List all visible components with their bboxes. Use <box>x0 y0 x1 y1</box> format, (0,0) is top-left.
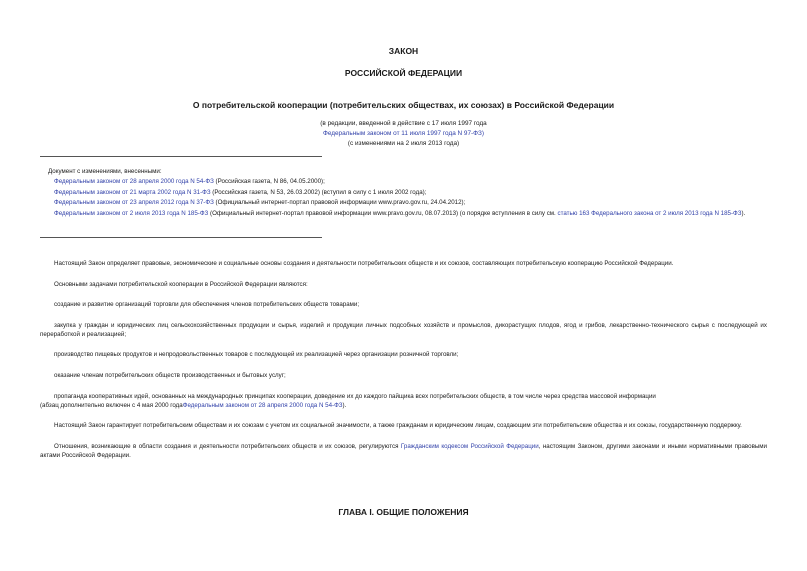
edition-law-link[interactable]: Федеральным законом от 11 июля 1997 года N 97-ФЗ) <box>322 130 484 137</box>
amendment-link[interactable]: Федеральным законом от 28 апреля 2000 года N 54-ФЗ <box>182 401 343 409</box>
changes-list <box>40 167 770 219</box>
changes-heading: Документ с изменениями, внесенными: <box>48 168 162 175</box>
divider-bottom <box>40 237 322 238</box>
paragraph: Настоящий Закон определяет правовые, экономические и социальные основы создания и деятельности потребительских обществ и их союзов, составляющих потребительскую кооперацию Российской Федерации. <box>54 260 674 267</box>
change-link[interactable]: Федеральным законом от 23 апреля 2012 года N 37-ФЗ <box>54 199 214 207</box>
change-item: Федеральным законом от 21 марта 2002 года N 31-ФЗ (Российская газета, N 53, 26.03.2002) (вступил в силу с 1 июля 2002 года); <box>54 188 427 196</box>
paragraph: Основными задачами потребительской кооперации в Российской Федерации являются: <box>54 280 308 288</box>
paragraph: производство пищевых продуктов и непродовольственных товаров с последующей их реализацией через организации розничной торговли; <box>54 351 459 359</box>
divider-top <box>40 156 322 157</box>
change-item: Федеральным законом от 2 июля 2013 года N 185-ФЗ (Официальный интернет-портал правовой информации www.pravo.gov.ru, 08.07.2013) (о порядке вступления в силу см. статью 163 Федерального закона от 2 июля 2013 года N 185-ФЗ). <box>54 209 746 217</box>
change-link[interactable]: Федеральным законом от 21 марта 2002 года N 31-ФЗ <box>54 188 211 196</box>
article-163-link[interactable]: статью 163 Федерального закона от 2 июля 2013 года N 185-ФЗ <box>557 209 742 217</box>
paragraph: оказание членам потребительских обществ производственных и бытовых услуг; <box>54 371 286 379</box>
change-item: Федеральным законом от 28 апреля 2000 года N 54-ФЗ (Российская газета, N 86, 04.05.2000); <box>54 178 325 186</box>
edition-line-3: (с изменениями на 2 июля 2013 года) <box>347 140 460 147</box>
change-item: Федеральным законом от 23 апреля 2012 года N 37-ФЗ (Официальный интернет-портал правовой информации www.pravo.gov.ru, 24.04.2012); <box>54 199 466 207</box>
law-body <box>40 259 767 471</box>
paragraph: закупка у граждан и юридических лиц сельскохозяйственных продукции и сырья, изделий и продукции личных подсобных хозяйств и промыслов, дикорастущих плодов, ягод и грибов, лекарственно-технического сырья с последующей их переработкой и реализацией; <box>40 321 767 338</box>
change-link[interactable]: Федеральным законом от 2 июля 2013 года N 185-ФЗ <box>54 209 209 217</box>
chapter-heading: ГЛАВА I. ОБЩИЕ ПОЛОЖЕНИЯ <box>338 507 469 517</box>
paragraph: пропаганда кооперативных идей, основанных на международных принципах кооперации, доведение их до каждого пайщика всех потребительских обществ, в том числе через средства массовой информации (абзац дополнительно включен с 4 мая 2000 годаФедеральным законом от 28 апреля 2000 года N 54-ФЗ). <box>40 392 656 409</box>
paragraph: Настоящий Закон гарантирует потребительским обществам и их союзам с учетом их социальной значимости, а также гражданам и юридическим лицам, создающим эти потребительские общества и их союзы, государственную поддержку. <box>54 422 742 430</box>
law-heading: ЗАКОН <box>388 46 419 56</box>
civil-code-link[interactable]: Гражданским кодексом Российской Федерации <box>400 442 539 450</box>
country-heading: РОССИЙСКОЙ ФЕДЕРАЦИИ <box>344 68 463 78</box>
paragraph: Отношения, возникающие в области создания и деятельности потребительских обществ и их союзов, регулируются Гражданским кодексом Российской Федерации, настоящим Законом, другими законами и иными нормативными правовыми актами Российской Федерации. <box>40 442 768 459</box>
edition-note <box>0 119 807 149</box>
document-title: О потребительской кооперации (потребительских обществах, их союзах) в Российской Федерации <box>192 100 615 110</box>
change-link[interactable]: Федеральным законом от 28 апреля 2000 года N 54-ФЗ <box>54 178 214 186</box>
edition-line-1: (в редакции, введенной в действие с 17 июля 1997 года <box>320 120 487 127</box>
paragraph: создание и развитие организаций торговли для обеспечения членов потребительских обществ товарами; <box>54 301 360 309</box>
